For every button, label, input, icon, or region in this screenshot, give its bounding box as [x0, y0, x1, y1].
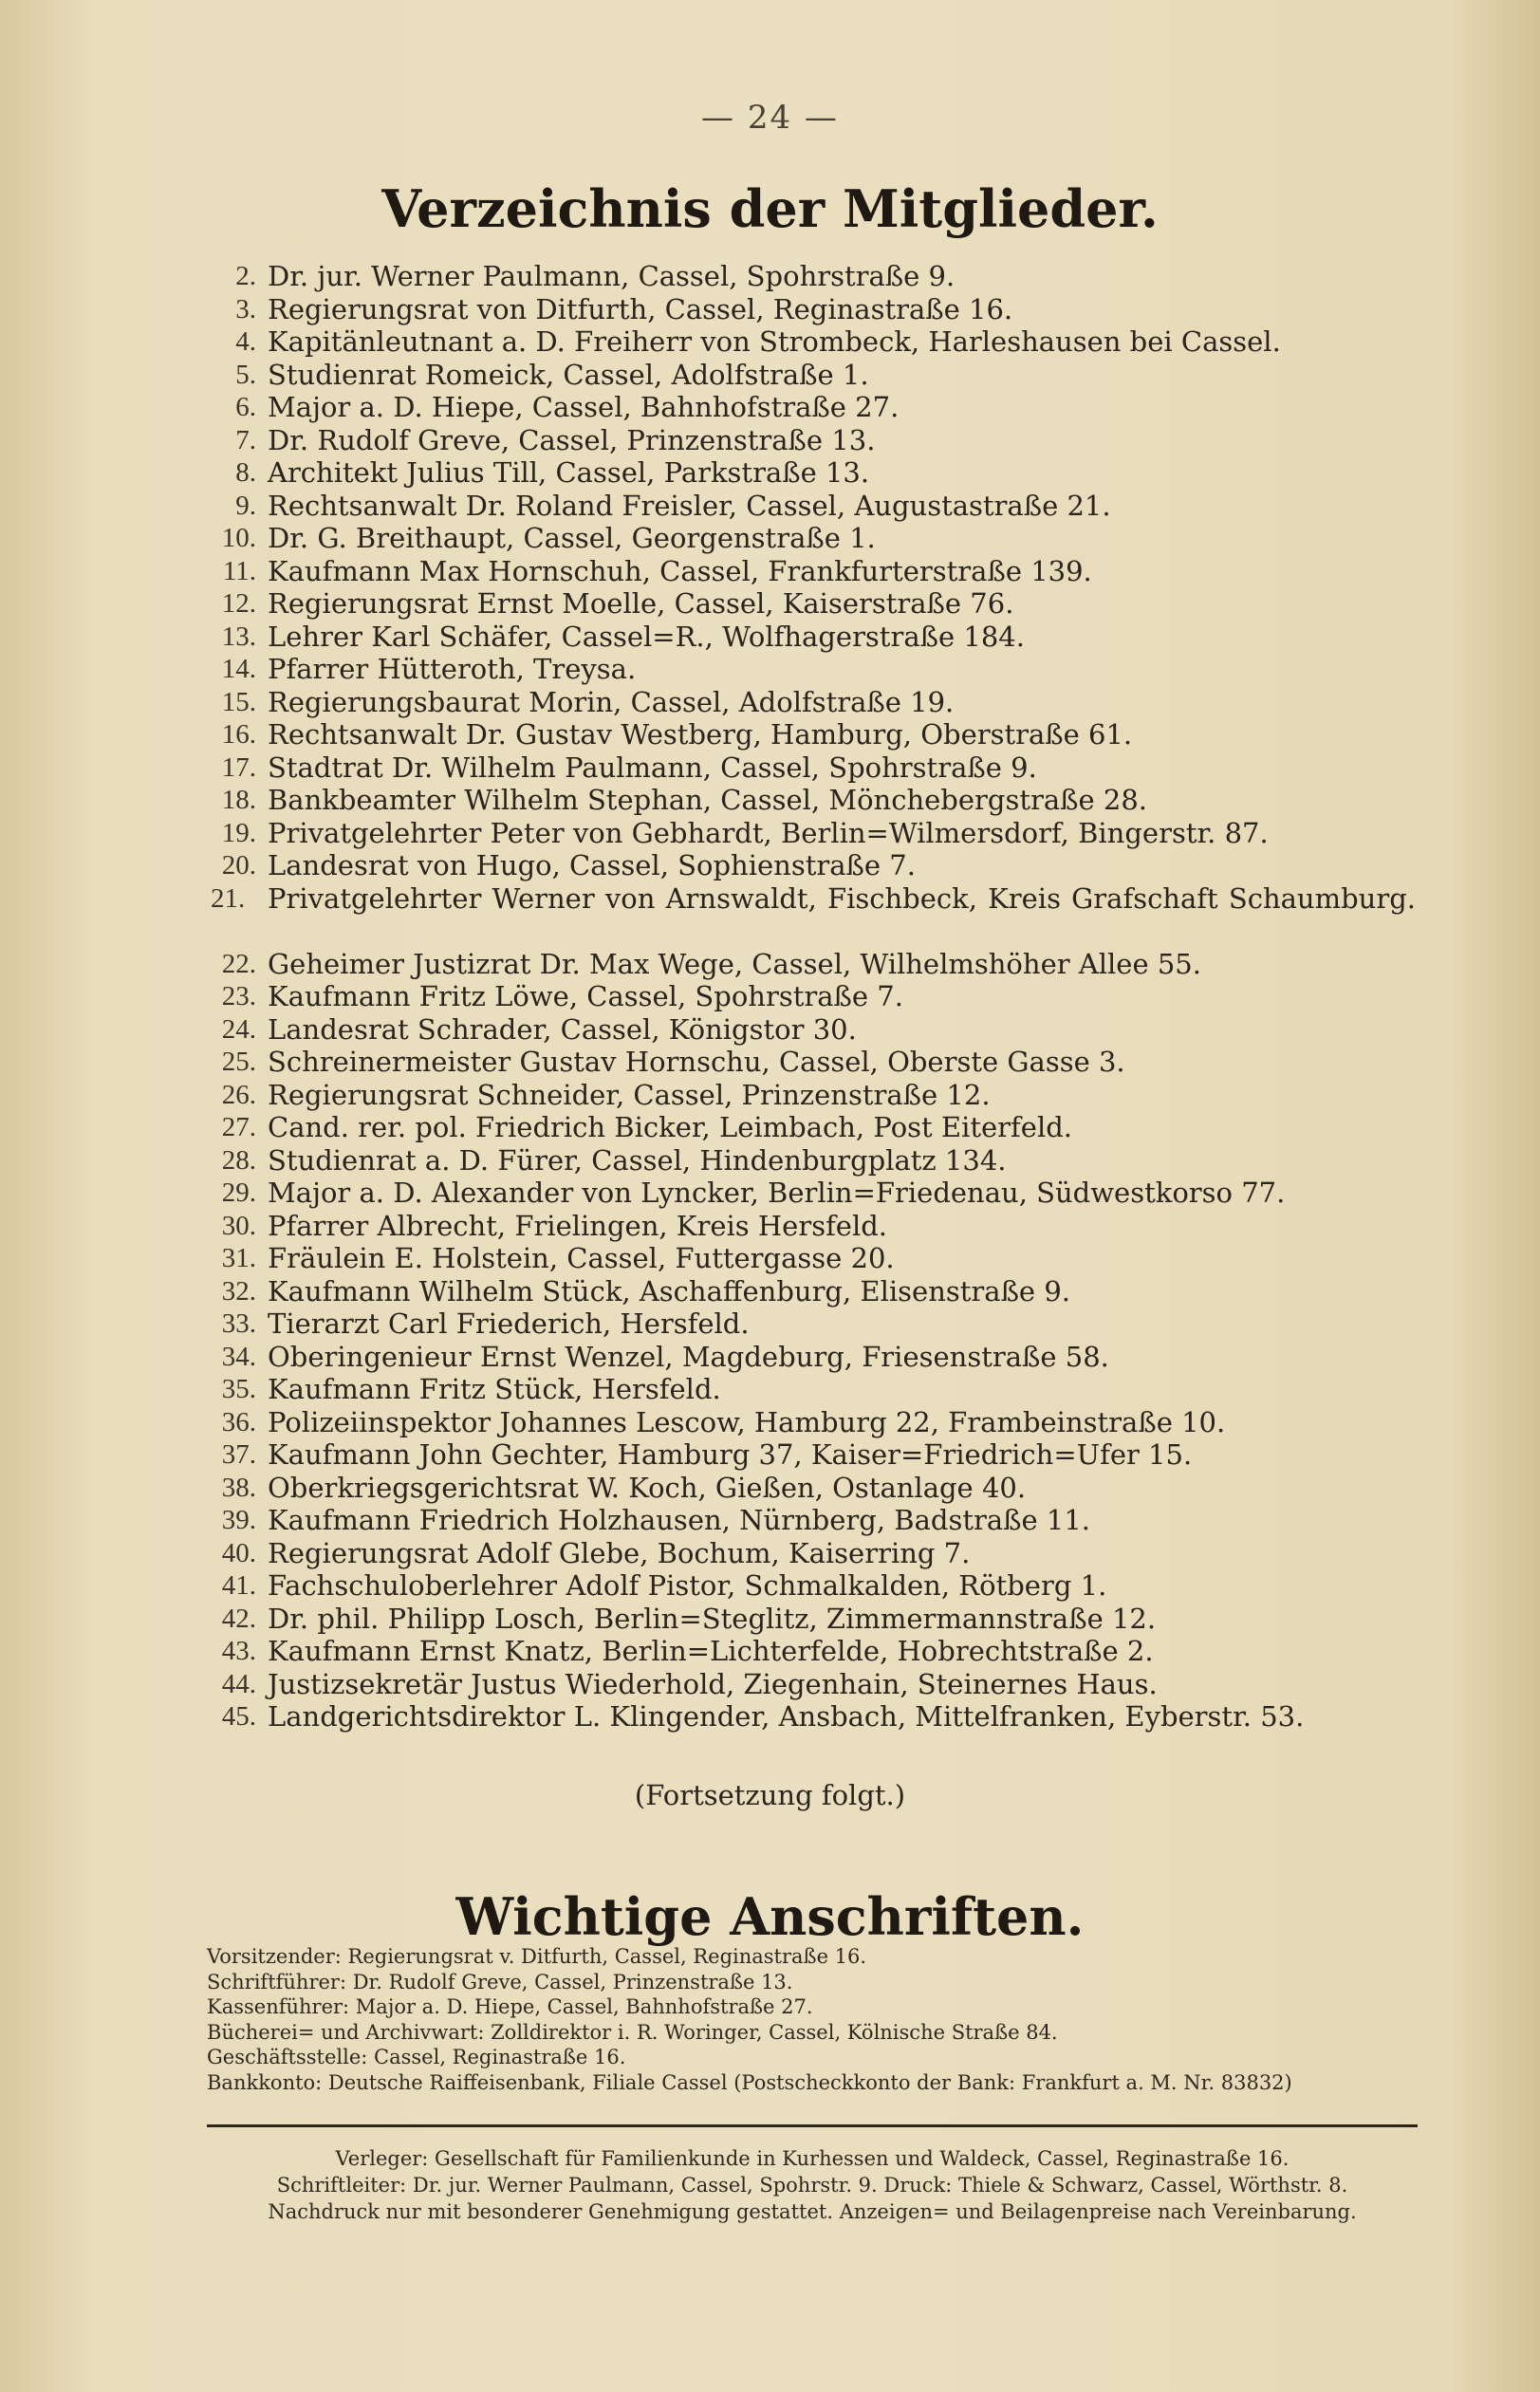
member-text: Landesrat von Hugo, Cassel, Sophienstraße 7.: [268, 849, 916, 881]
member-entry: [211, 1079, 1416, 1112]
member-entry: [211, 391, 1416, 424]
member-text: Dr. Rudolf Greve, Cassel, Prinzenstraße 13.: [268, 423, 876, 456]
member-text: Rechtsanwalt Dr. Roland Freisler, Cassel, Augustastraße 21.: [268, 489, 1111, 522]
member-text: Schreinermeister Gustav Hornschu, Cassel, Oberste Gasse 3.: [268, 1046, 1125, 1078]
member-entry: [211, 1111, 1416, 1144]
member-entry: [211, 359, 1416, 392]
member-entry: [211, 1144, 1416, 1177]
member-text: Lehrer Karl Schäfer, Cassel=R., Wolfhagerstraße 184.: [268, 620, 1025, 653]
member-entry: [211, 1635, 1416, 1668]
member-text: Cand. rer. pol. Friedrich Bicker, Leimbach, Post Eiterfeld.: [268, 1111, 1072, 1143]
member-number: 29.: [221, 1177, 256, 1208]
member-number: 39.: [221, 1505, 256, 1535]
member-entry: [211, 1472, 1416, 1505]
member-entry: [211, 948, 1416, 981]
member-number: 45.: [221, 1701, 256, 1732]
member-number: 35.: [221, 1374, 256, 1404]
member-text: Regierungsrat Schneider, Cassel, Prinzenstraße 12.: [268, 1078, 991, 1111]
address-line: Kassenführer: Major a. D. Hiepe, Cassel, Bahnhofstraße 27.: [207, 1995, 813, 2018]
member-entry: [211, 424, 1416, 457]
member-number: 24.: [221, 1013, 256, 1045]
member-entry: [211, 293, 1416, 326]
member-text: Rechtsanwalt Dr. Gustav Westberg, Hamburg, Oberstraße 61.: [268, 718, 1133, 751]
member-entry: [211, 653, 1416, 686]
member-entry: [211, 325, 1416, 359]
member-text: Justizsekretär Justus Wiederhold, Ziegenhain, Steinernes Haus.: [268, 1667, 1158, 1700]
member-entry: [211, 587, 1416, 621]
member-entry: [211, 817, 1416, 850]
member-text: Polizeiinspektor Johannes Lescow, Hamburg 22, Frambeinstraße 10.: [268, 1405, 1226, 1438]
member-text: Dr. G. Breithaupt, Cassel, Georgenstraße 1.: [268, 522, 876, 554]
member-text: Kaufmann John Gechter, Hamburg 37, Kaiser=Friedrich=Ufer 15.: [268, 1438, 1193, 1471]
member-text: Pfarrer Albrecht, Frielingen, Kreis Hersfeld.: [268, 1209, 888, 1242]
member-number: 8.: [235, 457, 256, 488]
publisher-line: Nachdruck nur mit besonderer Genehmigung gestattet. Anzeigen= und Beilagenpreise nach Vereinbarung.: [268, 2200, 1357, 2223]
member-number: 34.: [221, 1341, 256, 1372]
member-number: 22.: [221, 948, 256, 979]
member-entry: [211, 1013, 1416, 1047]
member-number: 38.: [221, 1472, 256, 1503]
member-entry: [211, 784, 1416, 817]
member-text: Dr. phil. Philipp Losch, Berlin=Steglitz, Zimmermannstraße 12.: [268, 1602, 1157, 1635]
member-entry: [211, 1668, 1416, 1701]
divider-rule: [207, 2124, 1418, 2127]
member-entry: [211, 1504, 1416, 1537]
member-entry: [211, 456, 1416, 490]
member-number: 43.: [221, 1636, 256, 1666]
members-heading: Verzeichnis der Mitglieder.: [381, 178, 1159, 239]
member-text: Kaufmann Friedrich Holzhausen, Nürnberg, Badstraße 11.: [268, 1504, 1090, 1536]
member-text: Kaufmann Fritz Löwe, Cassel, Spohrstraße 7.: [268, 980, 903, 1012]
member-text: Fachschuloberlehrer Adolf Pistor, Schmalkalden, Rötberg 1.: [268, 1569, 1107, 1602]
member-number: 32.: [221, 1275, 256, 1307]
member-number: 30.: [221, 1210, 256, 1241]
member-entry: [211, 555, 1416, 588]
member-entry: [211, 1177, 1416, 1210]
member-number: 18.: [221, 785, 256, 815]
members-list: [211, 260, 1416, 1734]
member-text: Kapitänleutnant a. D. Freiherr von Strombeck, Harleshausen bei Cassel.: [268, 325, 1281, 358]
member-number: 44.: [221, 1668, 256, 1699]
member-text: Bankbeamter Wilhelm Stephan, Cassel, Mönchebergstraße 28.: [268, 784, 1148, 816]
member-number: 19.: [221, 817, 256, 848]
member-entry: [211, 849, 1416, 882]
member-number: 11.: [222, 555, 256, 586]
member-text: Major a. D. Alexander von Lyncker, Berlin=Friedenau, Südwestkorso 77.: [268, 1177, 1286, 1209]
member-text: Regierungsrat Adolf Glebe, Bochum, Kaiserring 7.: [268, 1536, 971, 1569]
member-entry: [211, 1700, 1416, 1734]
member-number: 3.: [235, 293, 256, 324]
member-number: 7.: [235, 424, 256, 455]
member-number: 4.: [235, 326, 256, 357]
member-entry: [211, 980, 1416, 1013]
member-text: Kaufmann Ernst Knatz, Berlin=Lichterfelde, Hobrechtstraße 2.: [268, 1635, 1154, 1667]
member-number: 15.: [221, 686, 256, 717]
member-text: Geheimer Justizrat Dr. Max Wege, Cassel, Wilhelmshöher Allee 55.: [268, 947, 1201, 980]
member-entry: [211, 1210, 1416, 1243]
publisher-info: [207, 2145, 1418, 2225]
member-text: Kaufmann Max Hornschuh, Cassel, Frankfurterstraße 139.: [268, 554, 1092, 587]
member-entry: [211, 1438, 1416, 1472]
member-text: Architekt Julius Till, Cassel, Parkstraße 13.: [268, 456, 870, 489]
member-entry: [211, 882, 1416, 948]
address-line: Schriftführer: Dr. Rudolf Greve, Cassel, Prinzenstraße 13.: [207, 1970, 793, 1993]
member-text: Regierungsbaurat Morin, Cassel, Adolfstraße 19.: [268, 685, 955, 718]
member-number: 41.: [221, 1570, 256, 1601]
member-entry: [211, 1341, 1416, 1374]
member-number: 40.: [221, 1537, 256, 1568]
member-number: 26.: [221, 1079, 256, 1110]
member-number: 33.: [221, 1308, 256, 1339]
member-number: 6.: [235, 392, 256, 422]
member-number: 2.: [235, 261, 256, 291]
member-text: Oberkriegsgerichtsrat W. Koch, Gießen, Ostanlage 40.: [268, 1471, 1027, 1504]
member-text: Privatgelehrter Peter von Gebhardt, Berlin=Wilmersdorf, Bingerstr. 87.: [268, 816, 1269, 849]
member-number: 20.: [221, 850, 256, 881]
member-entry: [211, 1373, 1416, 1406]
member-number: 16.: [221, 719, 256, 750]
member-entry: [211, 1242, 1416, 1275]
address-line: Bankkonto: Deutsche Raiffeisenbank, Filiale Cassel (Postscheckkonto der Bank: Frankfurt a. M. Nr. 83832): [207, 2070, 1292, 2094]
member-entry: [211, 260, 1416, 293]
member-text: Dr. jur. Werner Paulmann, Cassel, Spohrstraße 9.: [268, 260, 956, 292]
member-number: 36.: [221, 1406, 256, 1437]
member-number: 17.: [221, 751, 256, 783]
member-number: 10.: [221, 523, 256, 553]
member-text: Regierungsrat Ernst Moelle, Cassel, Kaiserstraße 76.: [268, 587, 1014, 620]
member-number: 31.: [221, 1243, 256, 1273]
member-entry: [211, 1046, 1416, 1079]
member-entry: [211, 490, 1416, 523]
member-text: Oberingenieur Ernst Wenzel, Magdeburg, Friesenstraße 58.: [268, 1340, 1109, 1373]
member-entry: [211, 1406, 1416, 1439]
member-text: Kaufmann Wilhelm Stück, Aschaffenburg, Elisenstraße 9.: [268, 1274, 1070, 1307]
addresses-list: [207, 1944, 1421, 2095]
page-number: — 24 —: [701, 99, 839, 137]
member-number: 28.: [221, 1144, 256, 1176]
member-text: Major a. D. Hiepe, Cassel, Bahnhofstraße 27.: [268, 391, 900, 423]
member-number: 42.: [221, 1603, 256, 1634]
member-entry: [211, 621, 1416, 654]
address-line: Geschäftsstelle: Cassel, Reginastraße 16.: [207, 2046, 626, 2068]
member-text: Tierarzt Carl Friederich, Hersfeld.: [268, 1307, 750, 1340]
member-number: 5.: [235, 359, 256, 390]
member-entry: [211, 522, 1416, 555]
member-number: 25.: [221, 1047, 256, 1077]
member-text: Stadtrat Dr. Wilhelm Paulmann, Cassel, Spohrstraße 9.: [268, 751, 1037, 784]
member-number: 13.: [221, 621, 256, 652]
member-number: 9.: [235, 490, 256, 521]
member-entry: [211, 718, 1416, 751]
member-entry: [211, 1307, 1416, 1341]
member-text: Fräulein E. Holstein, Cassel, Futtergasse 20.: [268, 1242, 895, 1274]
member-text: Studienrat Romeick, Cassel, Adolfstraße 1.: [268, 358, 869, 391]
member-text: Kaufmann Fritz Stück, Hersfeld.: [268, 1373, 721, 1405]
member-text: Privatgelehrter Werner von Arnswaldt, Fischbeck, Kreis Grafschaft Schaumburg.: [268, 881, 1416, 915]
member-text: Landesrat Schrader, Cassel, Königstor 30.: [268, 1012, 857, 1046]
publisher-line: Schriftleiter: Dr. jur. Werner Paulmann, Cassel, Spohrstr. 9. Druck: Thiele & Schwarz, Cassel, Wörthstr. 8.: [276, 2174, 1348, 2197]
member-text: Regierungsrat von Ditfurth, Cassel, Reginastraße 16.: [268, 292, 1013, 325]
member-text: Landgerichtsdirektor L. Klingender, Ansbach, Mittelfranken, Eyberstr. 53.: [268, 1700, 1305, 1733]
member-text: Pfarrer Hütteroth, Treysa.: [268, 653, 637, 685]
continuation-note: (Fortsetzung folgt.): [634, 1779, 906, 1811]
publisher-line: Verleger: Gesellschaft für Familienkunde in Kurhessen und Waldeck, Cassel, Reginastraße 16.: [335, 2147, 1290, 2170]
member-number: 37.: [221, 1439, 256, 1470]
member-entry: [211, 1275, 1416, 1308]
member-number: 21.: [211, 882, 246, 914]
member-number: 27.: [221, 1112, 256, 1142]
addresses-heading: Wichtige Anschriften.: [455, 1886, 1085, 1947]
member-number: 12.: [221, 588, 256, 619]
member-number: 14.: [221, 654, 256, 684]
member-text: Studienrat a. D. Fürer, Cassel, Hindenburgplatz 134.: [268, 1143, 1007, 1177]
member-entry: [211, 751, 1416, 785]
address-line: Bücherei= und Archivwart: Zolldirektor i. R. Woringer, Cassel, Kölnische Straße 84.: [207, 2020, 1058, 2044]
member-entry: [211, 1603, 1416, 1636]
member-entry: [211, 686, 1416, 719]
member-number: 23.: [221, 981, 256, 1011]
member-entry: [211, 1569, 1416, 1603]
member-entry: [211, 1537, 1416, 1570]
address-line: Vorsitzender: Regierungsrat v. Ditfurth, Cassel, Reginastraße 16.: [207, 1945, 867, 1968]
